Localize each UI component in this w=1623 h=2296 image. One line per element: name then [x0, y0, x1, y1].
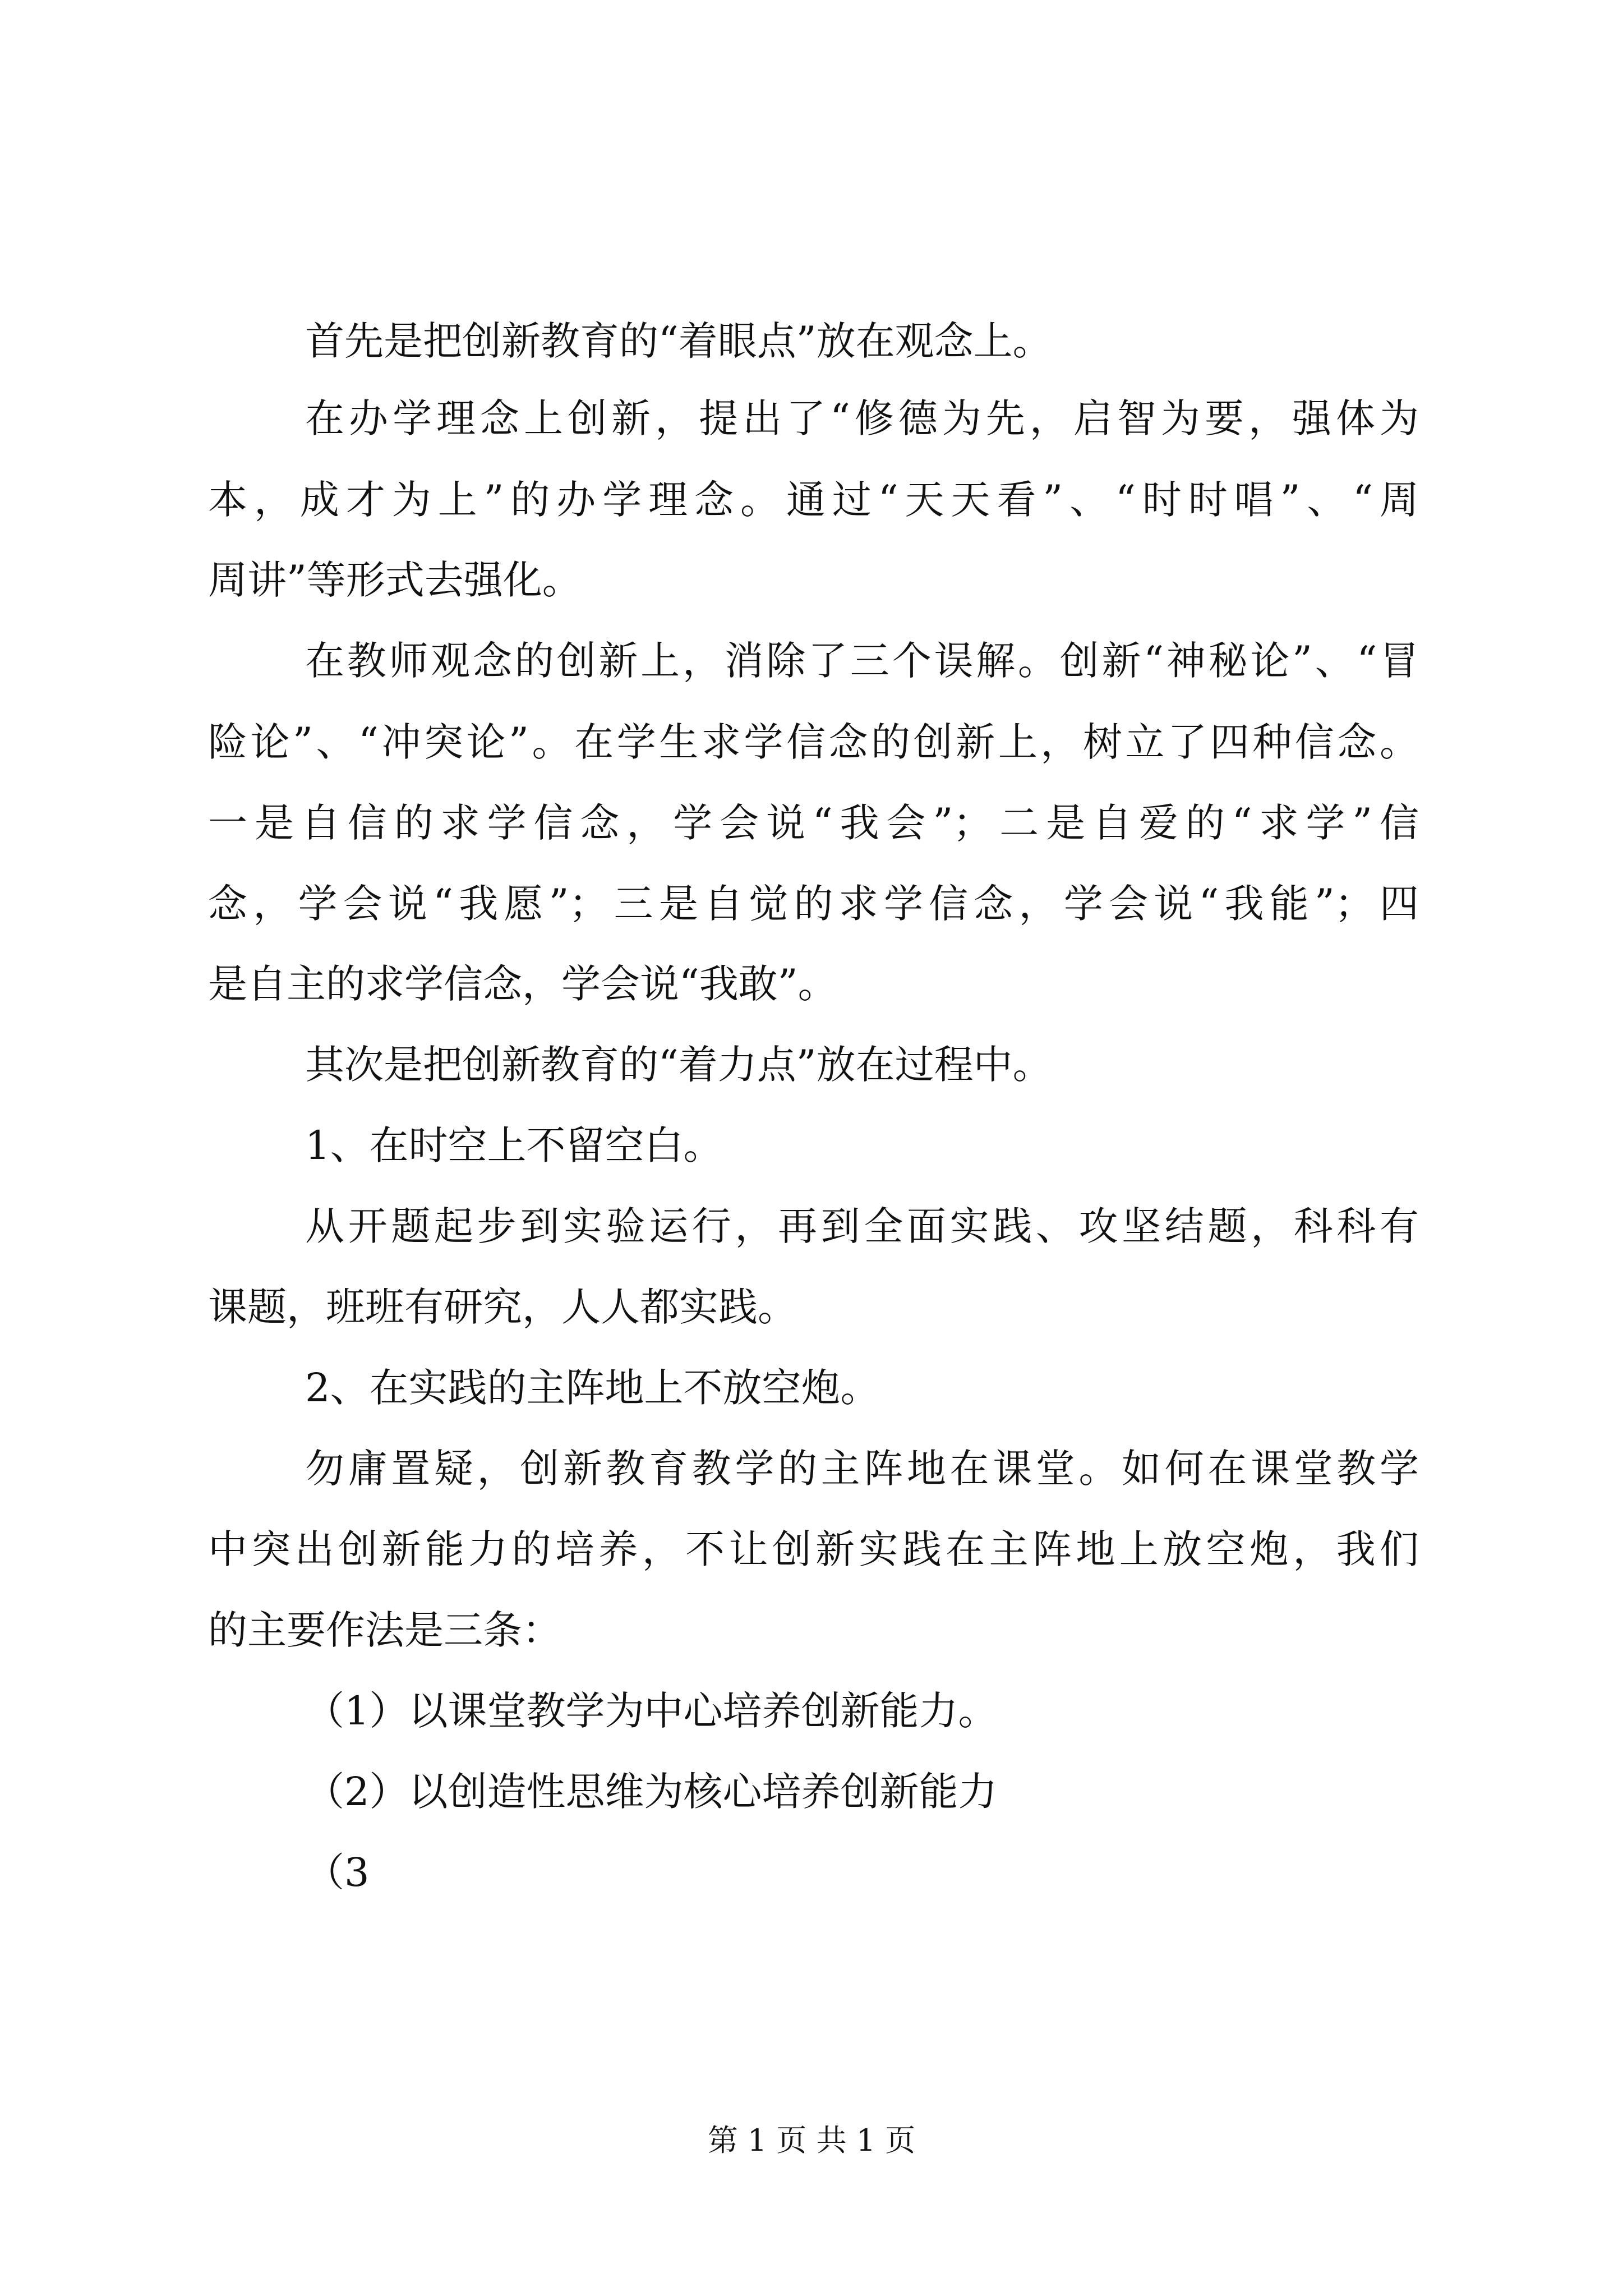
paragraph-line: 1、在时空上不留空白。 [305, 1122, 723, 1168]
paragraph-line: （3 [305, 1849, 370, 1895]
paragraph-line: （2）以创造性思维为核心培养创新能力 [305, 1769, 998, 1815]
paragraph-line: 其次是把创新教育的“着力点”放在过程中。 [305, 1042, 1052, 1088]
paragraph-line: 险论”、“冲突论”。在学生求学信念的创新上，树立了四种信念。 [208, 719, 1419, 765]
paragraph-line: 在教师观念的创新上，消除了三个误解。创新“神秘论”、“冒 [305, 638, 1419, 684]
paragraph-line: 是自主的求学信念，学会说“我敢”。 [208, 961, 837, 1007]
paragraph-line: 在办学理念上创新，提出了“修德为先，启智为要，强体为 [305, 395, 1419, 441]
paragraph-line: 勿庸置疑，创新教育教学的主阵地在课堂。如何在课堂教学 [305, 1446, 1419, 1492]
paragraph-line: 周讲”等形式去强化。 [208, 557, 582, 603]
paragraph-line: 念，学会说“我愿”；三是自觉的求学信念，学会说“我能”；四 [208, 881, 1419, 927]
paragraph-line: 从开题起步到实验运行，再到全面实践、攻坚结题，科科有 [305, 1203, 1419, 1249]
paragraph-line: 一是自信的求学信念，学会说“我会”；二是自爱的“求学”信 [208, 800, 1419, 846]
paragraph-line: （1）以课堂教学为中心培养创新能力。 [305, 1688, 998, 1734]
paragraph-line: 2、在实践的主阵地上不放空炮。 [305, 1365, 880, 1411]
page-number-footer: 第 1 页 共 1 页 [707, 2123, 916, 2158]
paragraph-line: 首先是把创新教育的“着眼点”放在观念上。 [305, 318, 1052, 364]
paragraph-line: 中突出创新能力的培养，不让创新实践在主阵地上放空炮，我们 [208, 1526, 1419, 1572]
paragraph-line: 的主要作法是三条： [208, 1607, 561, 1653]
paragraph-line: 课题，班班有研究，人人都实践。 [208, 1284, 797, 1330]
paragraph-line: 本，成才为上”的办学理念。通过“天天看”、“时时唱”、“周 [208, 477, 1419, 523]
